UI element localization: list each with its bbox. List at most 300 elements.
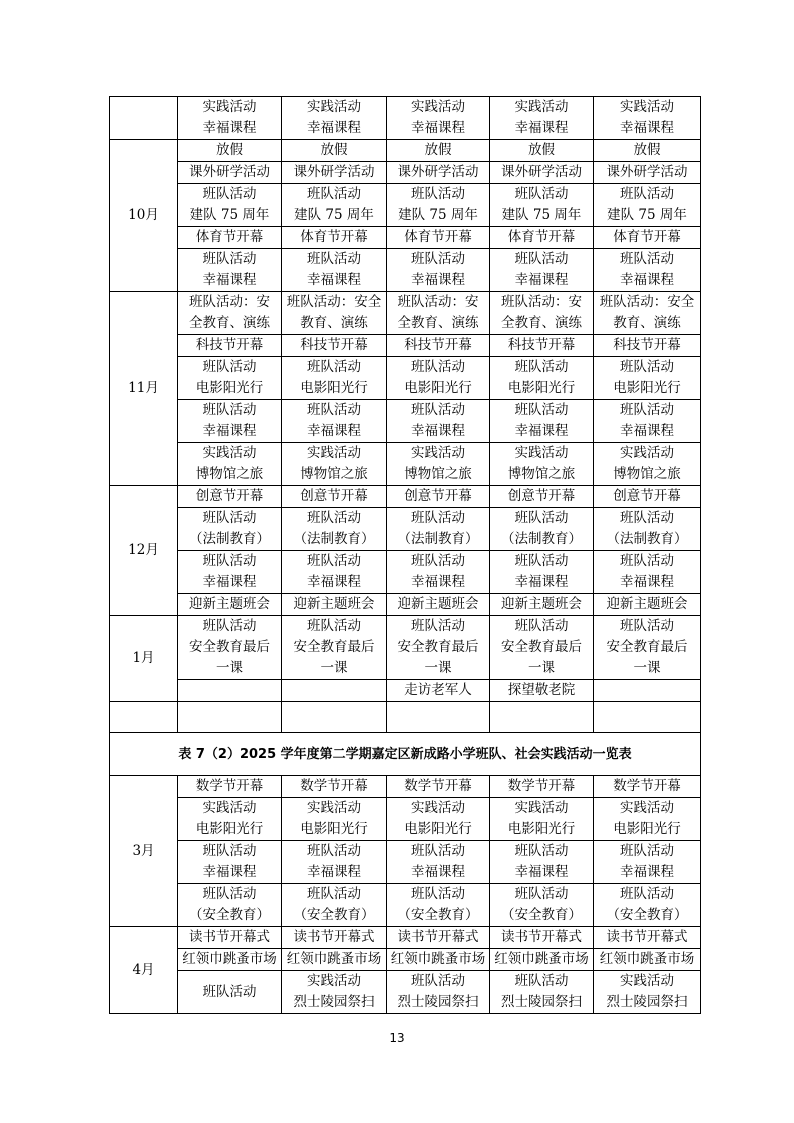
cell-text: 数学节开幕 <box>300 778 368 794</box>
table-cell <box>178 249 282 292</box>
cell-text: 幸福课程 <box>620 574 674 590</box>
cell-text: 实践活动 <box>307 99 361 115</box>
table-cell <box>178 486 282 508</box>
cell-text: 烈士陵园祭扫 <box>397 994 479 1010</box>
cell-text: 幸福课程 <box>514 272 569 288</box>
cell-text: 班队活动 <box>307 402 361 418</box>
cell-text: 体育节开幕 <box>404 229 472 245</box>
table-cell <box>387 927 490 949</box>
cell-text: 博物馆之旅 <box>195 466 264 482</box>
cell-text: 幸福课程 <box>202 423 257 439</box>
table-cell <box>594 680 701 702</box>
cell-text: 班队活动 <box>202 251 257 267</box>
month-label: 12月 <box>128 542 159 558</box>
table-cell <box>490 971 594 1014</box>
cell-text: 幸福课程 <box>514 120 569 136</box>
cell-text: 课外研学活动 <box>606 164 688 180</box>
cell-text: 科技节开幕 <box>300 337 368 353</box>
cell-text: 体育节开幕 <box>195 229 264 245</box>
table-cell <box>490 616 594 680</box>
table-row <box>110 551 701 594</box>
cell-text: 班队活动 <box>307 251 361 267</box>
table-cell <box>282 227 387 249</box>
cell-text: 教育、演练 <box>613 315 681 331</box>
cell-text: 建队 75 周年 <box>501 207 582 223</box>
cell-text: 体育节开幕 <box>300 229 368 245</box>
cell-text: 课外研学活动 <box>189 164 270 180</box>
table-cell <box>282 162 387 184</box>
table-cell <box>387 357 490 400</box>
cell-text: 博物馆之旅 <box>300 466 368 482</box>
cell-text: 一课 <box>528 660 555 676</box>
table-row <box>110 616 701 680</box>
month-cell <box>110 927 178 1014</box>
table-cell <box>387 443 490 486</box>
cell-text: 班队活动 <box>307 359 361 375</box>
cell-text: 教育、演练 <box>300 315 368 331</box>
table-cell <box>282 508 387 551</box>
table-cell <box>490 335 594 357</box>
cell-text: 课外研学活动 <box>501 164 582 180</box>
table-cell <box>387 702 490 733</box>
cell-text: 安全教育最后 <box>189 639 270 655</box>
cell-text: 红领巾跳蚤市场 <box>182 951 277 967</box>
cell-text: 幸福课程 <box>514 864 569 880</box>
table-cell <box>594 292 701 335</box>
cell-text: 班队活动 <box>411 359 465 375</box>
cell-text: 幸福课程 <box>202 272 257 288</box>
cell-text: 实践活动 <box>620 99 674 115</box>
cell-text: 放假 <box>216 142 243 158</box>
cell-text: 烈士陵园祭扫 <box>606 994 688 1010</box>
month-cell <box>110 97 178 140</box>
cell-text: 迎新主题班会 <box>189 596 270 612</box>
cell-text: 实践活动 <box>307 445 361 461</box>
cell-text: 幸福课程 <box>411 423 465 439</box>
cell-text: （安全教育） <box>293 907 375 923</box>
table-cell <box>594 335 701 357</box>
table-row <box>110 486 701 508</box>
table-cell <box>387 616 490 680</box>
table-cell <box>387 551 490 594</box>
cell-text: 创意节开幕 <box>300 488 368 504</box>
cell-text: 体育节开幕 <box>613 229 681 245</box>
cell-text: 电影阳光行 <box>613 821 681 837</box>
table-cell <box>490 227 594 249</box>
table-cell <box>387 594 490 616</box>
cell-text: 建队 75 周年 <box>294 207 374 223</box>
cell-text: 放假 <box>424 142 452 158</box>
table-cell <box>178 292 282 335</box>
cell-text: 红领巾跳蚤市场 <box>286 951 382 967</box>
table-row <box>110 798 701 841</box>
cell-text: 博物馆之旅 <box>404 466 472 482</box>
table-cell <box>594 971 701 1014</box>
table-row <box>110 776 701 798</box>
table-cell <box>594 798 701 841</box>
table-cell <box>282 798 387 841</box>
cell-text: 幸福课程 <box>307 423 361 439</box>
cell-text: 博物馆之旅 <box>613 466 681 482</box>
month-label: 3月 <box>132 842 155 859</box>
table-cell <box>594 927 701 949</box>
table-cell <box>178 551 282 594</box>
cell-text: 实践活动 <box>411 99 465 115</box>
cell-text: 一课 <box>424 660 452 676</box>
table-cell <box>178 702 282 733</box>
table-cell <box>594 702 701 733</box>
cell-text: 班队活动 <box>202 618 257 634</box>
cell-text: 班队活动 <box>411 186 465 202</box>
table-cell <box>282 140 387 162</box>
cell-text: 班队活动 <box>620 251 674 267</box>
activity-schedule-body <box>110 97 701 1014</box>
table-cell <box>178 949 282 971</box>
table-cell <box>387 162 490 184</box>
cell-text: 班队活动 <box>514 843 569 859</box>
cell-text: （安全教育） <box>189 907 270 923</box>
cell-text: 一课 <box>216 660 243 676</box>
table-cell <box>594 949 701 971</box>
table-row <box>110 884 701 927</box>
table-cell <box>594 443 701 486</box>
table-cell <box>387 841 490 884</box>
table-cell <box>387 292 490 335</box>
activity-schedule-table <box>109 96 701 1014</box>
table-cell <box>178 508 282 551</box>
cell-text: 科技节开幕 <box>507 337 576 353</box>
table-row <box>110 357 701 400</box>
table-cell <box>282 680 387 702</box>
month-cell <box>110 702 178 733</box>
table-cell <box>282 400 387 443</box>
table-cell <box>490 680 594 702</box>
table-cell <box>594 249 701 292</box>
table-cell <box>490 841 594 884</box>
cell-text: 班队活动 <box>411 843 465 859</box>
table-cell <box>387 949 490 971</box>
cell-text: 班队活动：安 <box>397 294 479 310</box>
table-row <box>110 400 701 443</box>
table-cell <box>387 971 490 1014</box>
cell-text: 幸福课程 <box>620 423 674 439</box>
table-cell <box>490 949 594 971</box>
table-row <box>110 927 701 949</box>
cell-text: 建队 75 周年 <box>607 207 687 223</box>
table-cell <box>282 971 387 1014</box>
cell-text: 班队活动 <box>620 186 674 202</box>
cell-text: 幸福课程 <box>202 864 257 880</box>
table-row <box>110 227 701 249</box>
cell-text: 走访老军人 <box>404 682 472 698</box>
cell-text: （安全教育） <box>397 907 479 923</box>
cell-text: 课外研学活动 <box>293 164 375 180</box>
cell-text: （法制教育） <box>397 531 479 547</box>
cell-text: 科技节开幕 <box>613 337 681 353</box>
table-cell <box>178 776 282 798</box>
table-cell <box>282 97 387 140</box>
cell-text: 创意节开幕 <box>195 488 264 504</box>
cell-text: 读书节开幕式 <box>501 929 582 945</box>
table-cell <box>387 140 490 162</box>
table-cell <box>490 594 594 616</box>
table-cell <box>594 616 701 680</box>
table-row <box>110 184 701 227</box>
table-cell <box>594 162 701 184</box>
cell-text: 幸福课程 <box>514 574 569 590</box>
cell-text: 实践活动 <box>307 800 361 816</box>
table-cell <box>490 798 594 841</box>
cell-text: 博物馆之旅 <box>507 466 576 482</box>
cell-text: 班队活动 <box>202 186 257 202</box>
cell-text: 班队活动 <box>620 402 674 418</box>
cell-text: 全教育、演练 <box>501 315 582 331</box>
cell-text: 电影阳光行 <box>507 380 576 396</box>
cell-text: 科技节开幕 <box>404 337 472 353</box>
cell-text: 幸福课程 <box>307 120 361 136</box>
cell-text: 体育节开幕 <box>507 229 576 245</box>
page-number: 13 <box>389 1031 405 1045</box>
cell-text: 实践活动 <box>411 445 465 461</box>
table-cell <box>490 551 594 594</box>
cell-text: 班队活动 <box>620 359 674 375</box>
table-cell <box>594 884 701 927</box>
cell-text: 红领巾跳蚤市场 <box>494 951 589 967</box>
cell-text: 全教育、演练 <box>189 315 270 331</box>
cell-text: 班队活动 <box>202 359 257 375</box>
cell-text: 班队活动 <box>411 973 465 989</box>
cell-text: 数学节开幕 <box>507 778 576 794</box>
table-cell <box>282 443 387 486</box>
table-cell <box>490 162 594 184</box>
table-cell <box>594 841 701 884</box>
table-cell <box>594 140 701 162</box>
table-row <box>110 680 701 702</box>
table-cell <box>178 841 282 884</box>
cell-text: 幸福课程 <box>307 574 361 590</box>
table-cell <box>490 927 594 949</box>
table-cell <box>490 249 594 292</box>
table-cell <box>490 357 594 400</box>
cell-text: 实践活动 <box>514 99 569 115</box>
cell-text: 幸福课程 <box>307 272 361 288</box>
cell-text: 电影阳光行 <box>507 821 576 837</box>
cell-text: 电影阳光行 <box>195 380 264 396</box>
table-cell <box>282 357 387 400</box>
table-cell <box>387 680 490 702</box>
cell-text: 读书节开幕式 <box>606 929 688 945</box>
table-cell <box>490 97 594 140</box>
cell-text: 班队活动：安全 <box>286 294 382 310</box>
cell-text: 读书节开幕式 <box>397 929 479 945</box>
cell-text: 班队活动 <box>202 983 257 1000</box>
cell-text: 全教育、演练 <box>397 315 479 331</box>
cell-text: 幸福课程 <box>411 864 465 880</box>
cell-text: 班队活动 <box>307 553 361 569</box>
table-cell <box>387 249 490 292</box>
cell-text: 数学节开幕 <box>613 778 681 794</box>
month-cell <box>110 616 178 702</box>
table-cell <box>178 140 282 162</box>
cell-text: 幸福课程 <box>307 864 361 880</box>
month-cell <box>110 486 178 616</box>
table-row <box>110 140 701 162</box>
cell-text: 建队 75 周年 <box>189 207 270 223</box>
cell-text: 班队活动 <box>620 618 674 634</box>
cell-text: 班队活动 <box>514 402 569 418</box>
table-cell <box>178 927 282 949</box>
table-cell <box>387 508 490 551</box>
cell-text: 班队活动 <box>307 510 361 526</box>
cell-text: 读书节开幕式 <box>189 929 270 945</box>
cell-text: 安全教育最后 <box>293 639 375 655</box>
table-cell <box>490 508 594 551</box>
cell-text: 班队活动 <box>620 553 674 569</box>
table-cell <box>490 776 594 798</box>
table-cell <box>490 486 594 508</box>
cell-text: 电影阳光行 <box>613 380 681 396</box>
table-cell <box>282 292 387 335</box>
table-cell <box>594 184 701 227</box>
cell-text: 电影阳光行 <box>300 821 368 837</box>
cell-text: 幸福课程 <box>411 272 465 288</box>
cell-text: 迎新主题班会 <box>501 596 582 612</box>
cell-text: 实践活动 <box>411 800 465 816</box>
cell-text: 安全教育最后 <box>397 639 479 655</box>
table-cell <box>387 184 490 227</box>
table-cell <box>282 594 387 616</box>
cell-text: 班队活动 <box>307 843 361 859</box>
table-cell <box>178 335 282 357</box>
month-label: 11月 <box>128 380 159 396</box>
cell-text: 探望敬老院 <box>507 682 576 698</box>
cell-text: 班队活动 <box>411 402 465 418</box>
cell-text: 班队活动 <box>202 843 257 859</box>
cell-text: 迎新主题班会 <box>606 596 688 612</box>
table-cell <box>490 184 594 227</box>
table-row <box>110 292 701 335</box>
table-row <box>110 971 701 1014</box>
table-cell <box>490 443 594 486</box>
cell-text: （法制教育） <box>293 531 375 547</box>
table-cell <box>178 616 282 680</box>
table-cell <box>282 776 387 798</box>
table-cell <box>387 884 490 927</box>
cell-text: 幸福课程 <box>514 423 569 439</box>
cell-text: 实践活动 <box>620 973 674 989</box>
table-cell <box>490 702 594 733</box>
cell-text: 实践活动 <box>620 800 674 816</box>
table-cell <box>594 227 701 249</box>
cell-text: 班队活动 <box>202 553 257 569</box>
table-cell <box>490 140 594 162</box>
cell-text: 迎新主题班会 <box>397 596 479 612</box>
table-cell <box>282 184 387 227</box>
cell-text: 班队活动：安全 <box>599 294 695 310</box>
table-cell <box>387 486 490 508</box>
table-cell <box>178 400 282 443</box>
cell-text: 实践活动 <box>202 99 257 115</box>
cell-text: 一课 <box>633 660 661 676</box>
table-cell <box>387 227 490 249</box>
cell-text: 幸福课程 <box>620 120 674 136</box>
table-row <box>110 594 701 616</box>
cell-text: 创意节开幕 <box>507 488 576 504</box>
cell-text: 班队活动 <box>620 886 674 902</box>
cell-text: 科技节开幕 <box>195 337 264 353</box>
cell-text: 幸福课程 <box>202 120 257 136</box>
table-cell <box>178 680 282 702</box>
cell-text: 实践活动 <box>620 445 674 461</box>
table-cell <box>178 798 282 841</box>
cell-text: 实践活动 <box>514 445 569 461</box>
cell-text: 创意节开幕 <box>613 488 681 504</box>
table-cell <box>594 594 701 616</box>
table-cell <box>178 162 282 184</box>
cell-text: 建队 75 周年 <box>398 207 478 223</box>
cell-text: 班队活动 <box>514 510 569 526</box>
cell-text: 放假 <box>320 142 348 158</box>
table-row <box>110 443 701 486</box>
cell-text: 电影阳光行 <box>300 380 368 396</box>
table-cell <box>282 486 387 508</box>
table-cell <box>387 400 490 443</box>
table-cell <box>490 884 594 927</box>
month-cell <box>110 292 178 486</box>
table-row <box>110 841 701 884</box>
table-row <box>110 249 701 292</box>
cell-text: 读书节开幕式 <box>293 929 375 945</box>
cell-text: 一课 <box>320 660 348 676</box>
table-cell <box>282 551 387 594</box>
cell-text: 班队活动 <box>411 618 465 634</box>
table-cell <box>387 335 490 357</box>
cell-text: 班队活动 <box>411 510 465 526</box>
cell-text: （安全教育） <box>606 907 688 923</box>
cell-text: 班队活动 <box>411 886 465 902</box>
cell-text: 幸福课程 <box>411 120 465 136</box>
table-cell <box>490 292 594 335</box>
table-row <box>110 702 701 733</box>
table-cell <box>282 335 387 357</box>
table-cell <box>282 249 387 292</box>
table-cell <box>282 927 387 949</box>
table-cell <box>594 508 701 551</box>
table-cell <box>387 798 490 841</box>
cell-text: 实践活动 <box>307 973 361 989</box>
cell-text: （法制教育） <box>501 531 582 547</box>
month-label: 1月 <box>132 650 155 666</box>
table-row <box>110 335 701 357</box>
table-cell <box>282 702 387 733</box>
cell-text: 班队活动 <box>307 186 361 202</box>
month-label: 4月 <box>132 961 155 978</box>
table-cell <box>490 400 594 443</box>
cell-text: 创意节开幕 <box>404 488 472 504</box>
cell-text: 红领巾跳蚤市场 <box>390 951 486 967</box>
cell-text: 班队活动 <box>411 553 465 569</box>
cell-text: 班队活动 <box>202 886 257 902</box>
cell-text: 安全教育最后 <box>501 639 582 655</box>
cell-text: （安全教育） <box>501 907 582 923</box>
cell-text: 实践活动 <box>514 800 569 816</box>
table-cell <box>178 227 282 249</box>
month-label: 10月 <box>128 207 159 223</box>
table-cell <box>594 776 701 798</box>
section-title-row <box>110 733 701 776</box>
cell-text: 班队活动：安 <box>501 294 582 310</box>
cell-text: （法制教育） <box>189 531 270 547</box>
